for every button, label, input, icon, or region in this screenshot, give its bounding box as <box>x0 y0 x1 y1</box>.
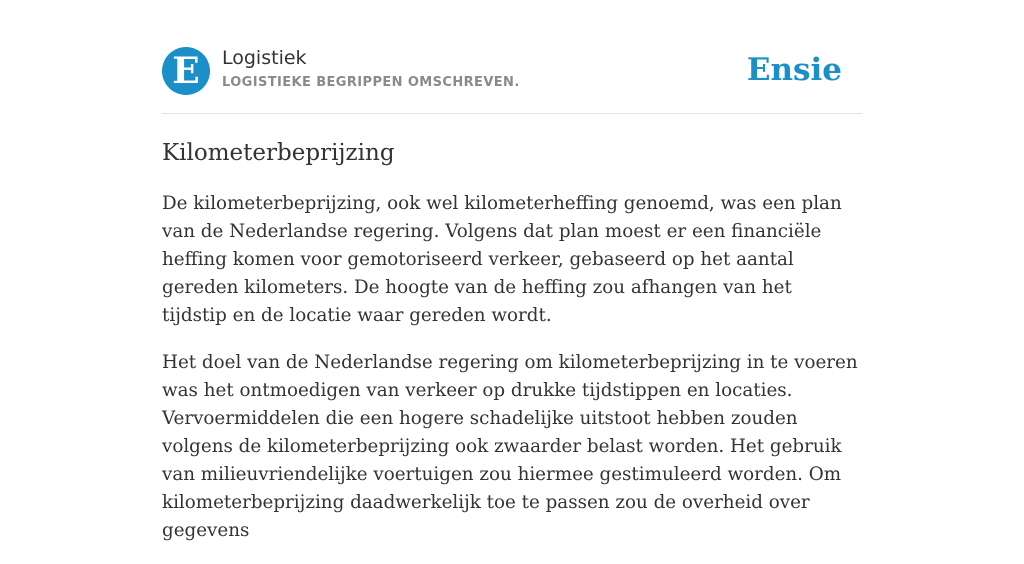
article-body <box>162 190 862 564</box>
article-paragraph: De kilometerbeprijzing, ook wel kilometerheffing genoemd, was een plan van de Nederlandse regering. Volgens dat plan moest er een financiële heffing komen voor gemotoriseerd verkeer, gebaseerd op het aantal gereden kilometers. De hoogte van de heffing zou afhangen van het tijdstip en de locatie waar gereden wordt. <box>162 193 842 326</box>
ensie-brand-logo[interactable]: Ensie <box>746 52 842 88</box>
content-column <box>162 0 862 541</box>
site-logo-icon[interactable]: E <box>162 47 210 95</box>
article-title: Kilometerbeprijzing <box>162 140 395 166</box>
site-title[interactable]: Logistiek <box>222 47 307 69</box>
site-tagline: LOGISTIEKE BEGRIPPEN OMSCHREVEN. <box>222 75 520 90</box>
article-paragraph: Het doel van de Nederlandse regering om kilometerbeprijzing in te voeren was het ontmoedigen van verkeer op drukke tijdstippen en locaties. Vervoermiddelen die een hogere schadelijke uitstoot hebben zouden volgens de kilometerbeprijzing ook zwaarder belast worden. Het gebruik van milieuvriendelijke voertuigen zou hiermee gestimuleerd worden. Om kilometerbeprijzing daadwerkelijk toe te passen zou de overheid over gegevens <box>162 352 858 541</box>
site-header <box>162 0 862 114</box>
